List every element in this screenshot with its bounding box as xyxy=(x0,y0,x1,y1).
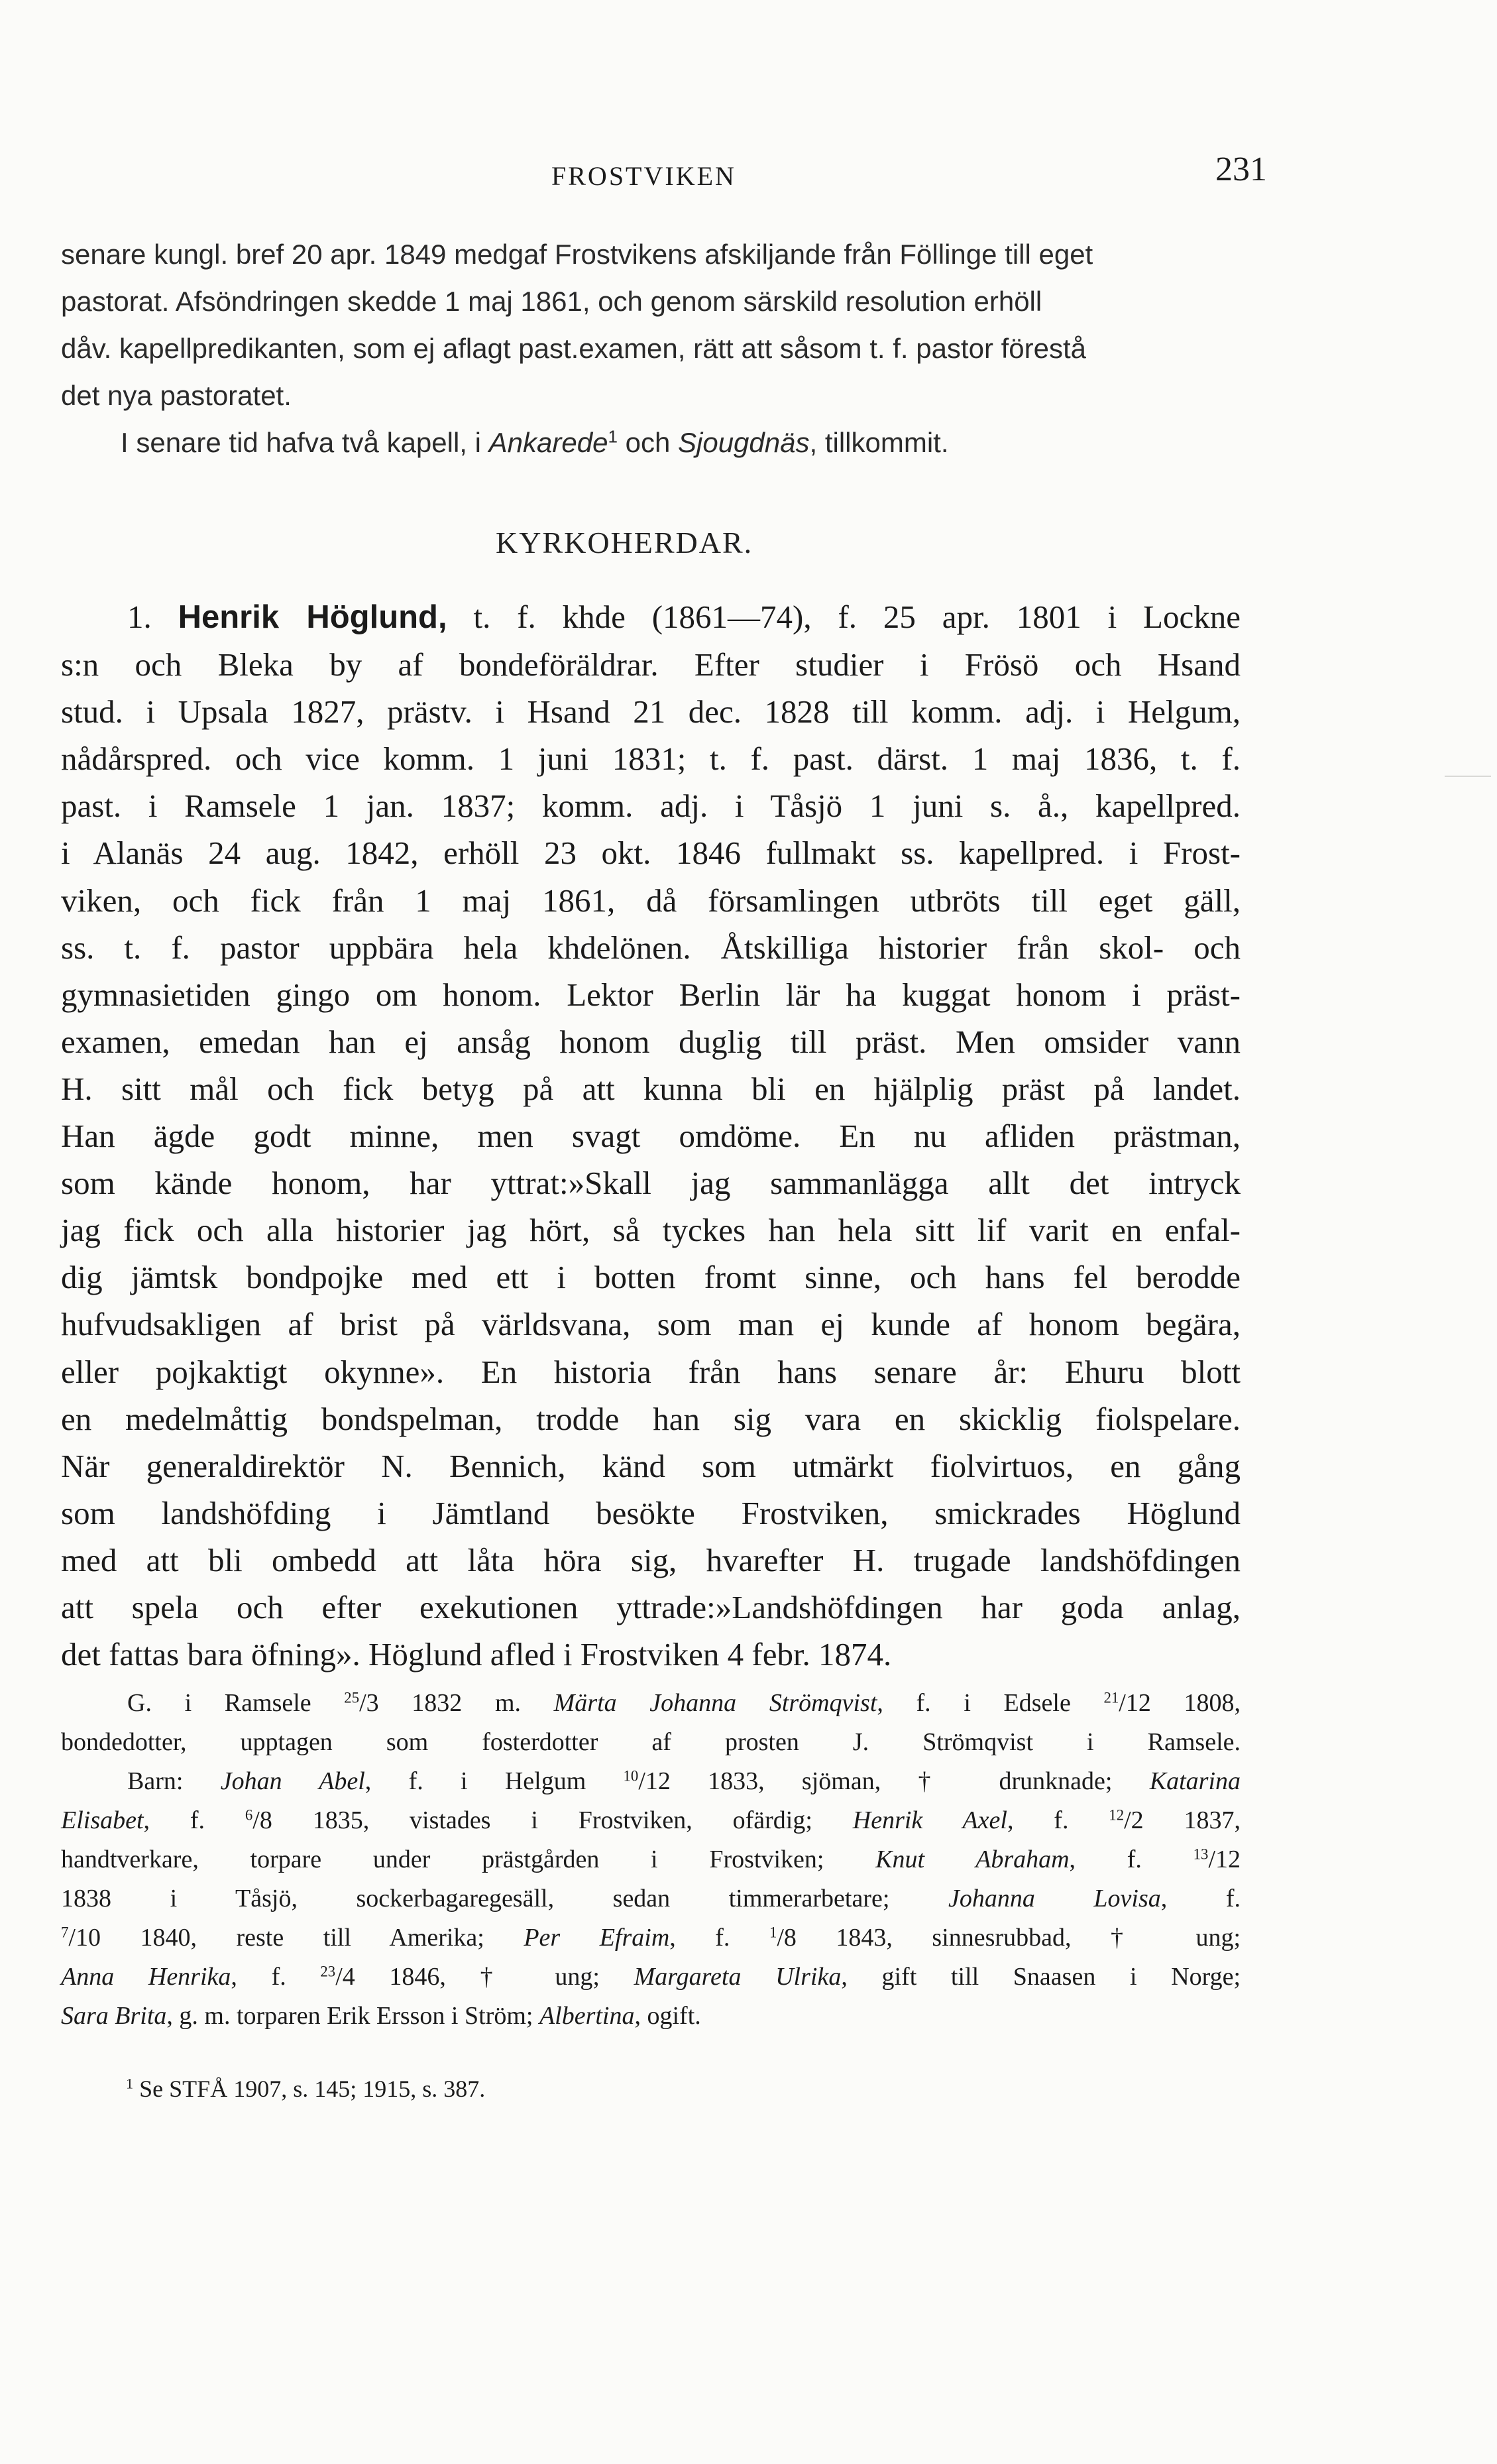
family-line xyxy=(61,1879,1241,1918)
footnote-ref: 1 xyxy=(608,426,618,447)
fraction-num: 13 xyxy=(1193,1846,1209,1863)
text: , f. xyxy=(1007,1806,1109,1834)
person-name: Märta Johanna Strömqvist xyxy=(553,1689,877,1717)
bio-line: jag fick och alla historier jag hört, så tyckes han hela sitt lif varit en enfal- xyxy=(61,1212,1241,1249)
bio-line: När generaldirektör N. Bennich, känd som utmärkt fiolvirtuos, en gång xyxy=(61,1447,1241,1484)
bio-line: examen, emedan han ej ansåg honom duglig till präst. Men omsider vann xyxy=(61,1023,1241,1060)
date-fraction: $^{10}$/12 xyxy=(623,1767,671,1795)
person-name: Katarina xyxy=(1149,1767,1241,1795)
fraction-num: 6 xyxy=(245,1806,253,1824)
fraction-den: 10 xyxy=(75,1924,101,1952)
text: 1843, sinnesrubbad, † ung; xyxy=(796,1924,1241,1952)
footnote xyxy=(126,2075,485,2103)
date-fraction: $^{23}$/4 xyxy=(320,1963,355,1991)
fraction-den: 12 xyxy=(1215,1846,1241,1873)
bio-line: med att bli ombedd att låta höra sig, hvarefter H. trugade landshöfdingen xyxy=(61,1541,1241,1578)
date-fraction: $^6$/8 xyxy=(245,1806,272,1834)
person-name: Johanna Lovisa xyxy=(948,1885,1161,1912)
footnote-mark: 1 xyxy=(126,2075,134,2092)
fraction-den: 4 xyxy=(342,1963,355,1991)
bio-line: gymnasietiden gingo om honom. Lektor Berlin lär ha kuggat honom i präst- xyxy=(61,976,1241,1013)
family-line xyxy=(61,1684,1241,1723)
page-number: 231 xyxy=(1215,150,1267,188)
place-name: Sjougdnäs xyxy=(677,427,810,458)
bio-line: en medelmåttig bondspelman, trodde han sig vara en skicklig fiolspelare. xyxy=(61,1400,1241,1437)
bio-line: i Alanäs 24 aug. 1842, erhöll 23 okt. 1846 fullmakt ss. kapellpred. i Frost- xyxy=(61,835,1241,872)
text: 1837, xyxy=(1143,1806,1241,1834)
text: 1833, sjöman, † drunknade; xyxy=(670,1767,1150,1795)
text: , g. m. torparen Erik Ersson i Ström; xyxy=(166,2002,539,2030)
bio-line: dig jämtsk bondpojke med ett i botten fromt sinne, och hans fel berodde xyxy=(61,1259,1241,1296)
text: t. f. khde (1861—74), f. 25 apr. 1801 i Lockne xyxy=(447,599,1241,635)
text: 1835, vistades i Frostviken, ofärdig; xyxy=(272,1806,853,1834)
text: 1838 i Tåsjö, sockerbagaregesäll, sedan timmerarbetare; xyxy=(61,1885,948,1912)
text: , f. xyxy=(143,1806,245,1834)
fraction-num: 12 xyxy=(1109,1806,1125,1824)
family-line xyxy=(61,1762,1241,1801)
fraction-den: 12 xyxy=(645,1767,671,1795)
fraction-num: 1 xyxy=(769,1924,777,1941)
person-name: Sara Brita xyxy=(61,2002,167,2030)
bio-line: det fattas bara öfning». Höglund afled i Frostviken 4 febr. 1874. xyxy=(61,1636,892,1673)
bio-line: stud. i Upsala 1827, prästv. i Hsand 21 dec. 1828 till komm. adj. i Helgum, xyxy=(61,693,1241,731)
text: , f. xyxy=(231,1963,321,1991)
bio-line xyxy=(61,593,1241,641)
fraction-den: 2 xyxy=(1131,1806,1144,1834)
text: , f. i Edsele xyxy=(877,1689,1104,1717)
text: , gift till Snaasen i Norge; xyxy=(841,1963,1241,1991)
fraction-den: 12 xyxy=(1125,1689,1151,1717)
person-name: Henrik Axel xyxy=(852,1806,1007,1834)
person-name: Johan Abel xyxy=(220,1767,365,1795)
intro-paragraph xyxy=(61,231,1241,466)
family-line xyxy=(61,1840,1241,1879)
fraction-den: 8 xyxy=(259,1806,272,1834)
bio-line: nådårspred. och vice komm. 1 juni 1831; t. f. past. därst. 1 maj 1836, t. f. xyxy=(61,740,1241,778)
place-name: Ankarede xyxy=(488,427,608,458)
intro-line: dåv. kapellpredikanten, som ej aflagt past.examen, rätt att såsom t. f. pastor förestå xyxy=(61,333,1087,364)
person-name: Per Efraim xyxy=(524,1924,670,1952)
date-fraction: $^1$/8 xyxy=(769,1924,797,1952)
margin-mark xyxy=(1445,776,1491,777)
text: G. i Ramsele xyxy=(127,1689,345,1717)
bio-line: som landshöfding i Jämtland besökte Frostviken, smickrades Höglund xyxy=(61,1494,1241,1531)
person-name: Anna Henrika xyxy=(61,1963,231,1991)
text: I senare tid hafva två kapell, i xyxy=(121,427,489,458)
intro-line: pastorat. Afsöndringen skedde 1 maj 1861, och genom särskild resolution erhöll xyxy=(61,286,1042,317)
fraction-num: 23 xyxy=(320,1963,336,1980)
text: , tillkommit. xyxy=(809,427,949,458)
text: handtverkare, torpare under prästgården i Frostviken; xyxy=(61,1846,876,1873)
text: 1832 m. xyxy=(378,1689,554,1717)
text: , f. xyxy=(669,1924,769,1952)
family-line: bondedotter, upptagen som fosterdotter af prosten J. Strömqvist i Ramsele. xyxy=(61,1728,1241,1756)
text: 1846, † ung; xyxy=(355,1963,634,1991)
intro-line xyxy=(61,419,1241,466)
bio-line: ss. t. f. pastor uppbära hela khdelönen. Åtskilliga historier från skol- och xyxy=(61,929,1241,966)
text: , f. xyxy=(1160,1885,1241,1912)
entry-number: 1. xyxy=(127,599,152,635)
bio-line: past. i Ramsele 1 jan. 1837; komm. adj. i Tåsjö 1 juni s. å., kapellpred. xyxy=(61,788,1241,825)
fraction-num: 10 xyxy=(623,1767,639,1785)
running-title: FROSTVIKEN xyxy=(551,161,736,191)
fraction-num: 21 xyxy=(1103,1689,1119,1706)
text: , f. i Helgum xyxy=(364,1767,624,1795)
footnote-text: Se STFÅ 1907, s. 145; 1915, s. 387. xyxy=(133,2076,486,2102)
text: 1840, reste till Amerika; xyxy=(100,1924,524,1952)
text: 1808, xyxy=(1150,1689,1241,1717)
bio-line: hufvudsakligen af brist på världsvana, som man ej kunde af honom begära, xyxy=(61,1306,1241,1343)
bio-line: eller pojkaktigt okynne». En historia från hans senare år: Ehuru blott xyxy=(61,1353,1241,1390)
date-fraction: $^{25}$/3 xyxy=(344,1689,379,1717)
fraction-num: 7 xyxy=(61,1924,69,1941)
text: och xyxy=(617,427,678,458)
family-line xyxy=(61,1801,1241,1840)
fraction-num: 25 xyxy=(344,1689,360,1706)
running-head xyxy=(61,150,1267,203)
person-name: Henrik Höglund, xyxy=(178,599,447,635)
intro-line: det nya pastoratet. xyxy=(61,380,292,411)
section-title: KYRKOHERDAR. xyxy=(496,526,753,559)
date-fraction: $^{13}$/12 xyxy=(1193,1846,1241,1873)
bio-line: att spela och efter exekutionen yttrade:»Landshöfdingen har goda anlag, xyxy=(61,1588,1241,1625)
bio-line: s:n och Bleka by af bondeföräldrar. Efter studier i Frösö och Hsand xyxy=(61,646,1241,683)
person-name: Margareta Ulrika xyxy=(634,1963,842,1991)
family-line xyxy=(61,1918,1241,1958)
bio-line: som kände honom, har yttrat:»Skall jag sammanlägga allt det intryck xyxy=(61,1165,1241,1202)
family-notes xyxy=(61,1684,1241,2036)
family-line xyxy=(61,1997,1241,2036)
bio-line: H. sitt mål och fick betyg på att kunna bli en hjälplig präst på landet. xyxy=(61,1070,1241,1107)
person-name: Knut Abraham xyxy=(875,1846,1070,1873)
intro-line: senare kungl. bref 20 apr. 1849 medgaf Frostvikens afskiljande från Föllinge till eget xyxy=(61,239,1093,270)
date-fraction: $^{21}$/12 xyxy=(1103,1689,1151,1717)
family-line xyxy=(61,1958,1241,1997)
person-name: Elisabet xyxy=(61,1806,144,1834)
bio-line: Han ägde godt minne, men svagt omdöme. En nu afliden prästman, xyxy=(61,1118,1241,1155)
date-fraction: $^7$/10 xyxy=(61,1924,101,1952)
bio-line: viken, och fick från 1 maj 1861, då församlingen utbröts till eget gäll, xyxy=(61,882,1241,919)
text: Barn: xyxy=(127,1767,221,1795)
biography-entry xyxy=(61,593,1241,1678)
text: , ogift. xyxy=(634,2002,701,2030)
fraction-den: 8 xyxy=(783,1924,797,1952)
person-name: Albertina xyxy=(539,2002,635,2030)
fraction-den: 3 xyxy=(366,1689,379,1717)
text: , f. xyxy=(1069,1846,1193,1873)
date-fraction: $^{12}$/2 xyxy=(1109,1806,1144,1834)
